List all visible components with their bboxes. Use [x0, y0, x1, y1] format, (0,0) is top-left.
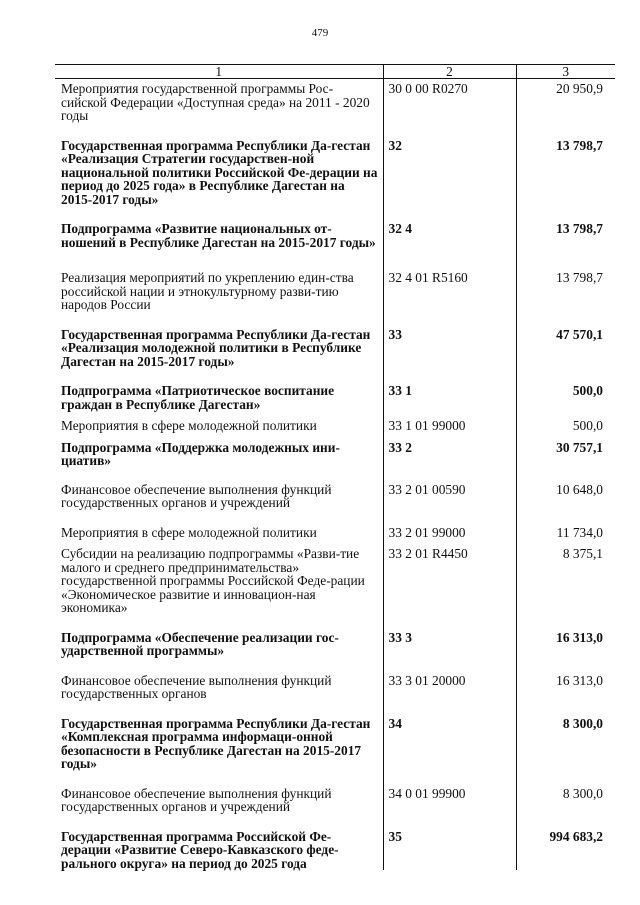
row-amount: 16 313,0 — [516, 674, 615, 717]
table-row — [55, 79, 615, 139]
row-amount: 10 648,0 — [516, 483, 615, 526]
row-name: Государственная программа Республики Да-гестан «Комплексная программа информаци-онной безопасности в Республике Дагестан на 2015-2017 годы» — [61, 715, 371, 771]
column-header-1: 1 — [55, 65, 383, 79]
table-header-row — [55, 65, 615, 79]
row-code: 33 2 01 99000 — [383, 526, 516, 548]
table-body — [55, 79, 615, 871]
row-name: Мероприятия в сфере молодежной политики — [61, 524, 317, 540]
table-row — [55, 830, 615, 871]
table-row — [55, 526, 615, 548]
table-row — [55, 483, 615, 526]
row-code: 32 4 01 R5160 — [383, 271, 516, 328]
row-name: Подпрограмма «Обеспечение реализации гос-ударственной программы» — [61, 629, 339, 658]
table-row — [55, 674, 615, 717]
table-row — [55, 328, 615, 385]
row-name: Финансовое обеспечение выполнения функций государственных органов и учреждений — [61, 481, 332, 510]
column-header-3: 3 — [516, 65, 615, 79]
row-amount: 8 300,0 — [516, 787, 615, 830]
table-row — [55, 419, 615, 441]
row-amount: 13 798,7 — [516, 271, 615, 328]
row-name: Государственная программа Республики Да-гестан «Реализация Стратегии государствен-ной национальной политики Российской Фе-дерации на период до 2025 года» в Республике Дагестан на 2015-2017 годы» — [61, 137, 378, 207]
row-code: 33 2 01 R4450 — [383, 547, 516, 631]
row-code: 33 — [383, 328, 516, 385]
table-row — [55, 717, 615, 787]
row-name: Субсидии на реализацию подпрограммы «Разви-тие малого и среднего предпринимательства» государственной программы Российской Феде-рации «Экономическое развитие и инновацион-ная экономика» — [61, 546, 365, 615]
row-amount: 11 734,0 — [516, 526, 615, 548]
row-amount: 8 375,1 — [516, 547, 615, 631]
table-row — [55, 787, 615, 830]
row-amount: 13 798,7 — [516, 139, 615, 223]
row-amount: 20 950,9 — [516, 79, 615, 139]
row-code: 33 2 01 00590 — [383, 483, 516, 526]
row-amount: 47 570,1 — [516, 328, 615, 385]
table-row — [55, 631, 615, 674]
table-row — [55, 139, 615, 223]
row-code: 33 2 — [383, 441, 516, 483]
table-row — [55, 547, 615, 631]
row-name: Подпрограмма «Поддержка молодежных ини-циатив» — [61, 439, 340, 468]
row-code: 32 4 — [383, 222, 516, 271]
row-amount: 8 300,0 — [516, 717, 615, 787]
row-code: 33 3 01 20000 — [383, 674, 516, 717]
row-name: Финансовое обеспечение выполнения функций государственных органов — [61, 672, 332, 701]
row-code: 30 0 00 R0270 — [383, 79, 516, 139]
page-number: 479 — [311, 27, 329, 39]
row-amount: 13 798,7 — [516, 222, 615, 271]
row-name: Подпрограмма «Развитие национальных от-ношений в Республике Дагестан на 2015-2017 годы» — [61, 221, 376, 250]
row-code: 34 — [383, 717, 516, 787]
table-row — [55, 271, 615, 328]
row-code: 32 — [383, 139, 516, 223]
table-row — [55, 222, 615, 271]
row-amount: 30 757,1 — [516, 441, 615, 483]
row-name: Финансовое обеспечение выполнения функций государственных органов и учреждений — [61, 785, 332, 814]
row-name: Мероприятия в сфере молодежной политики — [61, 418, 317, 433]
row-name: Мероприятия государственной программы Рос-сийской Федерации «Доступная среда» на 2011 - 2020 годы — [61, 81, 370, 123]
row-amount: 500,0 — [516, 384, 615, 419]
row-name: Государственная программа Российской Фе-дерации «Развитие Северо-Кавказского феде-рального округа» на период до 2025 года — [61, 828, 339, 871]
table-row — [55, 441, 615, 483]
row-name: Подпрограмма «Патриотическое воспитание граждан в Республике Дагестан» — [61, 383, 335, 412]
budget-table — [55, 64, 615, 870]
row-code: 33 1 01 99000 — [383, 419, 516, 441]
row-code: 35 — [383, 830, 516, 871]
row-amount: 994 683,2 — [516, 830, 615, 871]
row-code: 33 1 — [383, 384, 516, 419]
row-code: 34 0 01 99900 — [383, 787, 516, 830]
row-name: Реализация мероприятий по укреплению един-ства российской нации и этнокультурному разви-тию народов России — [61, 270, 354, 312]
column-header-2: 2 — [383, 65, 516, 79]
row-code: 33 3 — [383, 631, 516, 674]
row-amount: 16 313,0 — [516, 631, 615, 674]
table-row — [55, 384, 615, 419]
row-name: Государственная программа Республики Да-гестан «Реализация молодежной политики в Республике Дагестан на 2015-2017 годы» — [61, 326, 371, 369]
row-amount: 500,0 — [516, 419, 615, 441]
